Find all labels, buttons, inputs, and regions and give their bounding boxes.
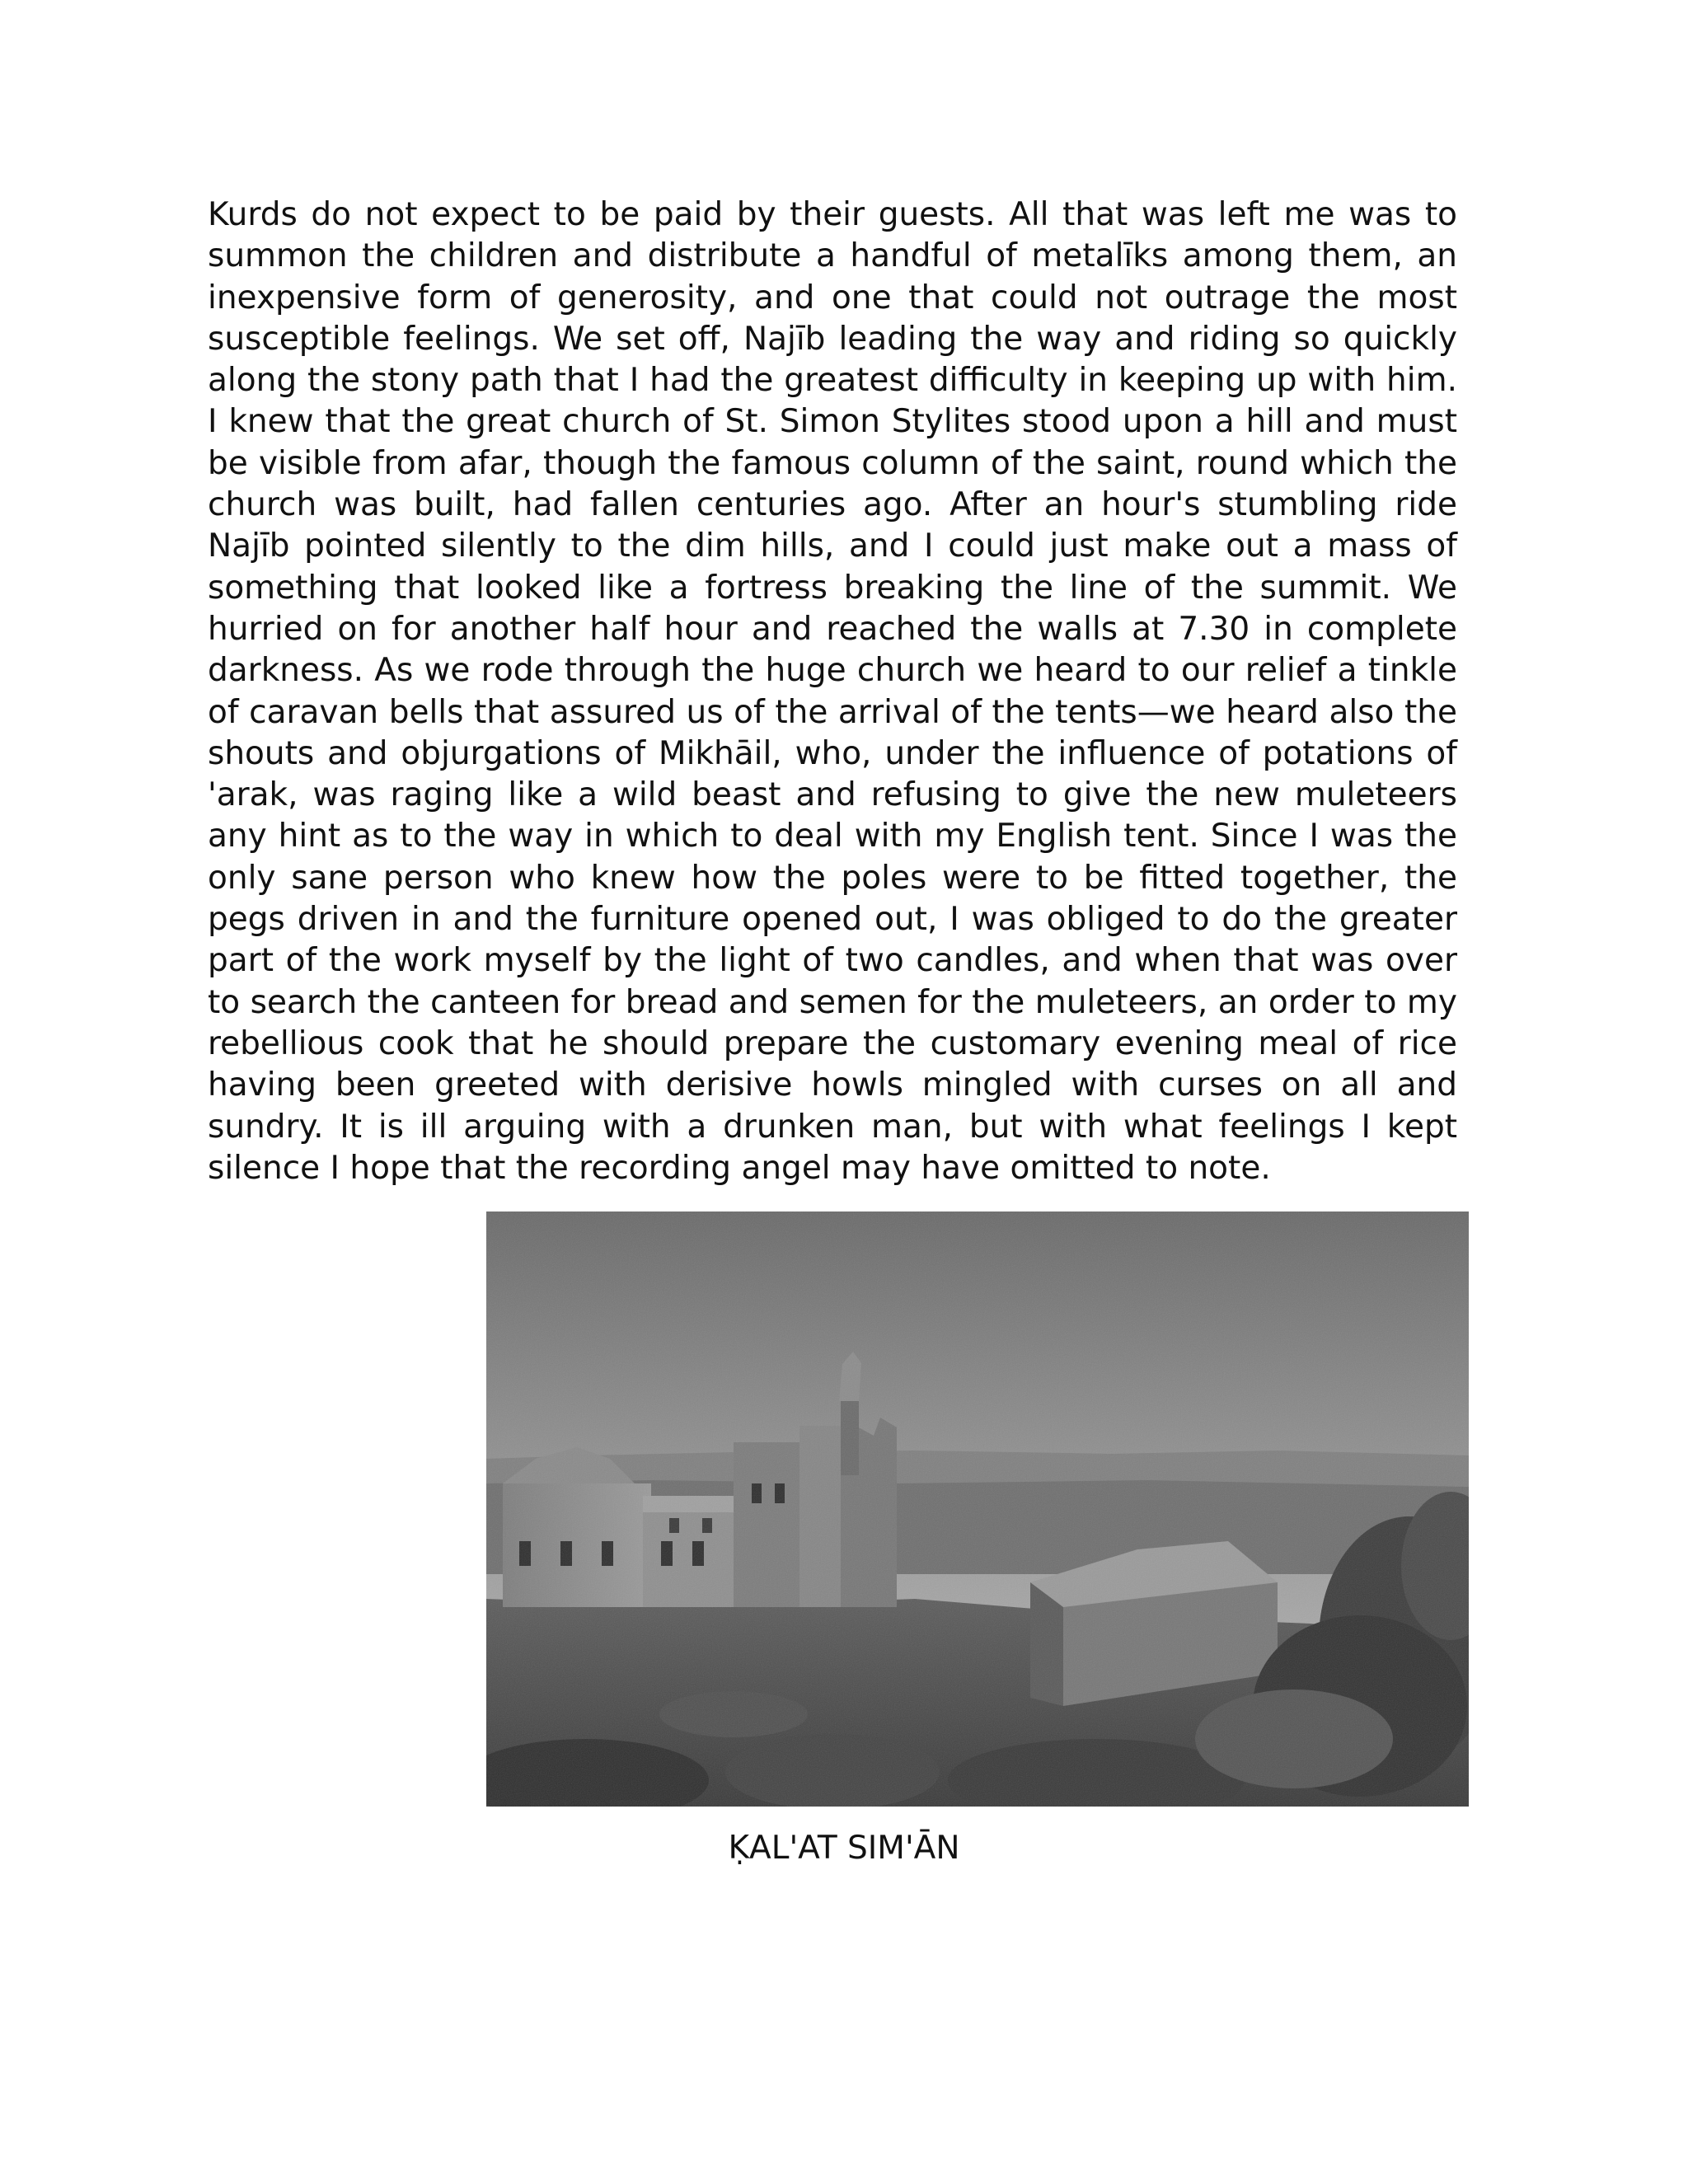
body-paragraph: Kurds do not expect to be paid by their guests. All that was left me was to summon the children and distribute a handful of metalīks among them, an inexpensive form of generosity, and one that could not outrage the most susceptible feelings. We set off, Najīb leading the way and riding so quickly along the stony path that I had the greatest difficulty in keeping up with him. I knew that the great church of St. Simon Stylites stood upon a hill and must be visible from afar, though the famous column of the saint, round which the church was built, had fallen centuries ago. After an hour's stumbling ride Najīb pointed silently to the dim hills, and I could just make out a mass of something that looked like a fortress breaking the line of the summit. We hurried on for another half hour and reached the walls at 7.30 in complete darkness. As we rode through the huge church we heard to our relief a tinkle of caravan bells that assured us of the arrival of the tents—we heard also the shouts and objurgations of Mikhāil, who, under the influence of potations of 'arak, was raging like a wild beast and refusing to give the new muleteers any hint as to the way in which to deal with my English tent. Since I was the only sane person who knew how the poles were to be fitted together, the pegs driven in and the furniture opened out, I was obliged to do the greater part of the work myself by the light of two candles, and when that was over to search the canteen for bread and semen for the muleteers, an order to my rebellious cook that he should prepare the customary evening meal of rice having been greeted with derisive howls mingled with curses on all and sundry. It is ill arguing with a drunken man, but with what feelings I kept silence I hope that the recording angel may have omitted to note. (208, 196, 1457, 1187)
ruins-photograph (486, 1212, 1469, 1807)
photograph-image (486, 1212, 1469, 1807)
figure-caption: ḲAL'AT SIM'ĀN (728, 1830, 960, 1867)
